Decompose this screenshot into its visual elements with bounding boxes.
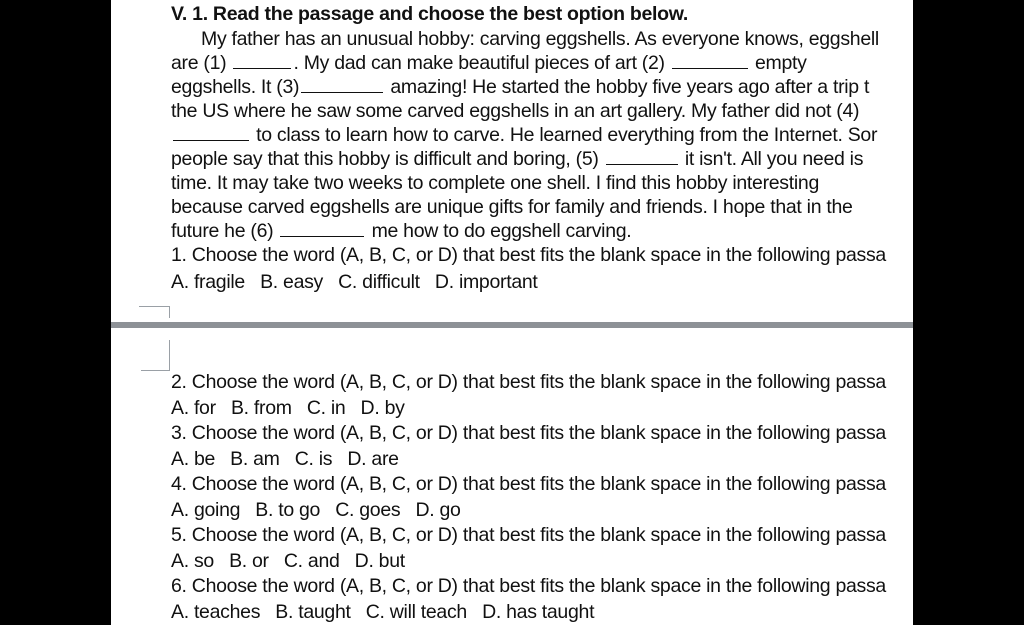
question-1-option-c[interactable]: C. difficult xyxy=(338,271,420,293)
section-title: V. 1. Read the passage and choose the best option below. xyxy=(171,3,689,25)
passage-text: . My dad can make beautiful pieces of art (2) xyxy=(293,52,665,74)
question-6-prompt: 6. Choose the word (A, B, C, or D) that best fits the blank space in the following passa xyxy=(171,575,886,597)
question-5-option-d[interactable]: D. but xyxy=(354,550,405,572)
passage-line-1: My father has an unusual hobby: carving eggshells. As everyone knows, eggshell xyxy=(201,28,879,50)
blank-5 xyxy=(606,149,678,165)
question-5-options xyxy=(171,549,415,573)
question-6-option-d[interactable]: D. has taught xyxy=(482,601,595,623)
question-1-option-d[interactable]: D. important xyxy=(434,271,538,293)
passage-line-9 xyxy=(171,219,631,243)
passage-text: me how to do eggshell carving. xyxy=(371,220,632,242)
question-3-option-b[interactable]: B. am xyxy=(230,448,280,470)
question-3-options xyxy=(171,447,409,471)
question-2-option-a[interactable]: A. for xyxy=(171,397,216,419)
question-2-option-d[interactable]: D. by xyxy=(360,397,405,419)
blank-2 xyxy=(672,53,748,69)
question-2-prompt: 2. Choose the word (A, B, C, or D) that best fits the blank space in the following passa xyxy=(171,371,886,393)
question-2-options xyxy=(171,396,415,420)
question-5-prompt: 5. Choose the word (A, B, C, or D) that best fits the blank space in the following passa xyxy=(171,524,886,546)
passage-text: to class to learn how to carve. He learned everything from the Internet. Sor xyxy=(256,124,878,146)
question-1-prompt: 1. Choose the word (A, B, C, or D) that best fits the blank space in the following passa xyxy=(171,244,886,266)
question-5-option-a[interactable]: A. so xyxy=(171,550,214,572)
passage-text: people say that this hobby is difficult and boring, (5) xyxy=(171,148,599,170)
passage-text: amazing! He started the hobby five years ago after a trip t xyxy=(390,76,870,98)
question-4-option-b[interactable]: B. to go xyxy=(255,499,321,521)
question-3-option-d[interactable]: D. are xyxy=(347,448,399,470)
passage-text: future he (6) xyxy=(171,220,274,242)
question-1-option-b[interactable]: B. easy xyxy=(260,271,324,293)
worksheet-page-bottom xyxy=(111,336,913,625)
question-6-option-a[interactable]: A. teaches xyxy=(171,601,261,623)
question-2-option-b[interactable]: B. from xyxy=(230,397,292,419)
question-4-prompt: 4. Choose the word (A, B, C, or D) that best fits the blank space in the following passa xyxy=(171,473,886,495)
question-6-option-b[interactable]: B. taught xyxy=(275,601,351,623)
question-1-options xyxy=(171,270,548,294)
passage-text: are (1) xyxy=(171,52,227,74)
question-5-option-c[interactable]: C. and xyxy=(283,550,340,572)
passage-text: empty xyxy=(755,52,807,74)
passage-line-8: because carved eggshells are unique gifts for family and friends. I hope that in the xyxy=(171,196,853,218)
worksheet-page-top xyxy=(111,0,913,318)
blank-6 xyxy=(280,221,364,237)
question-5-option-b[interactable]: B. or xyxy=(229,550,269,572)
passage-line-7: time. It may take two weeks to complete one shell. I find this hobby interesting xyxy=(171,172,819,194)
question-3-option-c[interactable]: C. is xyxy=(294,448,333,470)
question-1-option-a[interactable]: A. fragile xyxy=(171,271,245,293)
passage-line-6 xyxy=(171,147,863,171)
question-4-option-c[interactable]: C. goes xyxy=(335,499,401,521)
question-6-option-c[interactable]: C. will teach xyxy=(365,601,467,623)
passage-text: it isn't. All you need is xyxy=(684,148,864,170)
passage-line-4: the US where he saw some carved eggshells in an art gallery. My father did not (4) xyxy=(171,100,860,122)
question-3-prompt: 3. Choose the word (A, B, C, or D) that best fits the blank space in the following passa xyxy=(171,422,886,444)
crop-corner-mark xyxy=(139,306,170,318)
question-4-option-d[interactable]: D. go xyxy=(415,499,461,521)
question-2-option-c[interactable]: C. in xyxy=(306,397,346,419)
passage-line-3 xyxy=(171,75,869,99)
question-4-options xyxy=(171,498,471,522)
passage-line-5 xyxy=(171,123,877,147)
blank-1 xyxy=(233,53,291,69)
blank-4 xyxy=(173,125,249,141)
page-separator-line xyxy=(111,322,913,328)
passage-line-2 xyxy=(171,51,807,75)
question-3-option-a[interactable]: A. be xyxy=(171,448,216,470)
blank-3 xyxy=(301,77,383,93)
question-4-option-a[interactable]: A. going xyxy=(171,499,241,521)
question-6-options xyxy=(171,600,604,624)
passage-text: eggshells. It (3) xyxy=(171,76,300,98)
crop-corner-mark xyxy=(141,340,170,371)
